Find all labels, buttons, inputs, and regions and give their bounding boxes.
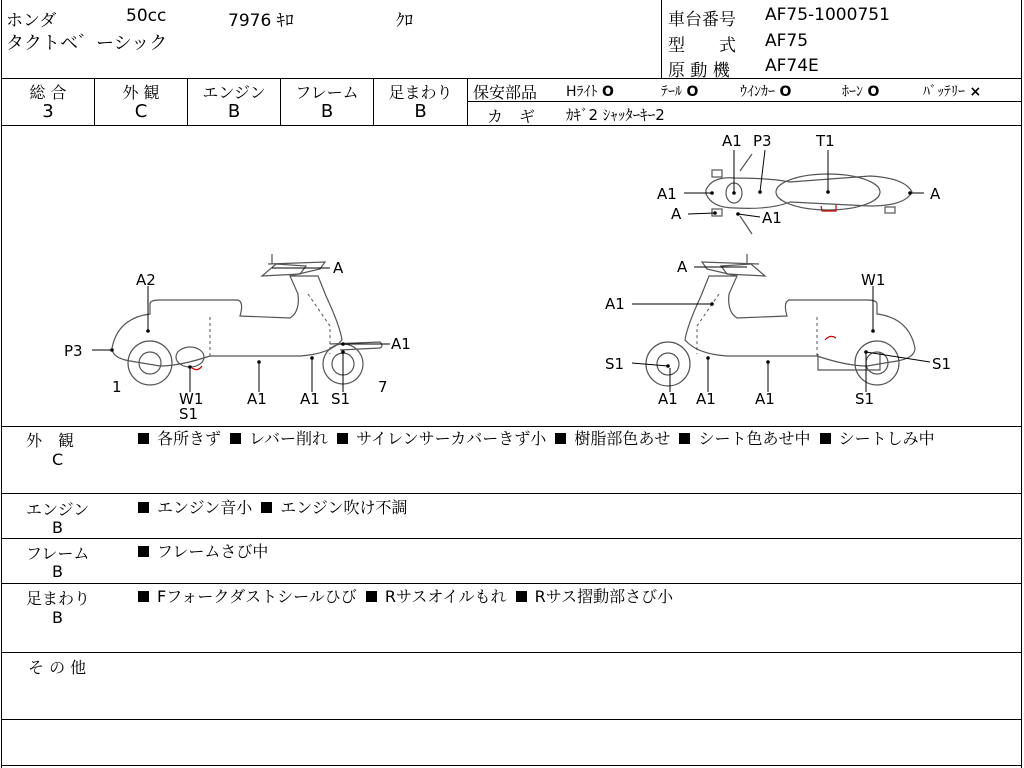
header-divider: [661, 0, 662, 78]
remark-item: Fフォークダストシールひび: [157, 587, 357, 606]
remark-label-engine: エンジン: [26, 500, 90, 519]
bullet-square: [230, 433, 241, 444]
label-s1: S1: [932, 355, 952, 373]
remark-item: シート色あせ中: [698, 429, 811, 448]
label-1: 1: [112, 378, 122, 396]
remarks-line: [1, 538, 1022, 539]
label-a1: A1: [605, 295, 625, 313]
safety-item-winker: [740, 81, 791, 101]
label-a1: A1: [391, 335, 411, 353]
bullet-square: [138, 502, 149, 513]
maker: ホンダ: [6, 11, 57, 31]
top-view-scooter: [706, 154, 912, 234]
bullet-square: [138, 546, 149, 557]
safety-item-taillight: [661, 81, 698, 101]
label-a1: A1: [300, 390, 320, 408]
label-p3: P3: [64, 342, 83, 360]
remark-label-other: そ の 他: [28, 658, 87, 677]
remark-label-frame: フレーム: [26, 544, 90, 563]
label-w1: W1: [861, 271, 886, 289]
bullet-square: [366, 591, 377, 602]
label-s1: S1: [605, 355, 625, 373]
safety-item-headlight: [566, 81, 614, 101]
safety-item-name: ﾃｰﾙ: [661, 84, 682, 100]
remarks-line: [1, 652, 1022, 653]
label-a: A: [671, 205, 682, 223]
safety-item-status: O: [601, 84, 614, 100]
bullet-square: [261, 502, 272, 513]
remark-grade-exterior: C: [52, 450, 64, 469]
right-view-labels: [605, 258, 951, 408]
engine-label: 原 動 機: [668, 61, 730, 81]
label-p3: P3: [753, 132, 772, 150]
label-a1: A1: [722, 132, 742, 150]
model-name: タクトベ゛ーシック: [6, 33, 168, 54]
label-s1: S1: [179, 405, 199, 423]
remark-grade-suspension: B: [52, 608, 63, 627]
label-a: A: [677, 258, 688, 276]
type-label: 型 式: [668, 36, 736, 56]
grade-label-engine: エンジン: [202, 83, 266, 102]
label-a: A: [333, 259, 344, 277]
remark-item: レバー削れ: [249, 429, 328, 448]
remarks-bottom-line: [1, 765, 1022, 766]
remark-label-suspension: 足まわり: [26, 589, 91, 608]
label-w1: W1: [179, 390, 204, 408]
label-a: A: [930, 185, 941, 203]
remarks-line: [1, 493, 1022, 494]
safety-item-status: O: [867, 84, 880, 100]
remark-item: エンジン吹け不調: [280, 498, 408, 517]
label-a2: A2: [136, 271, 156, 289]
label-a1: A1: [247, 390, 267, 408]
engine-value: AF74E: [765, 56, 819, 76]
remark-item: フレームさび中: [157, 542, 269, 561]
grade-top-line: [1, 78, 1022, 79]
grade-value-frame: B: [320, 101, 334, 122]
remark-label-exterior: 外 観: [26, 431, 75, 450]
grade-value-exterior: C: [134, 101, 148, 122]
bullet-square: [138, 433, 149, 444]
grade-label-exterior: 外 観: [122, 83, 160, 102]
safety-item-name: ﾎｰﾝ: [842, 84, 863, 100]
left-view-labels: [64, 259, 411, 423]
grade-label-frame: フレーム: [295, 83, 359, 102]
bullet-square: [679, 433, 690, 444]
remarks-top-line: [1, 426, 1022, 427]
bullet-square: [337, 433, 348, 444]
displacement: 50cc: [126, 6, 167, 26]
remark-item: 各所きず: [157, 429, 222, 448]
remark-grade-engine: B: [52, 518, 63, 537]
remark-grade-frame: B: [52, 562, 63, 581]
bullet-square: [138, 591, 149, 602]
grade-label-suspension: 足まわり: [388, 83, 453, 102]
grade-value-overall: 3: [42, 101, 54, 122]
grade-divider: [467, 78, 468, 125]
safety-item-status: ×: [969, 84, 982, 100]
safety-item-name: ﾊﾞｯﾃﾘｰ: [923, 84, 965, 100]
label-a1: A1: [696, 390, 716, 408]
remark-item: シートしみ中: [838, 429, 935, 448]
safety-item-name: ｳｲﾝｶｰ: [740, 84, 775, 100]
label-a1: A1: [755, 390, 775, 408]
key-label: カ ギ: [487, 107, 536, 126]
remark-item: 樹脂部色あせ: [574, 429, 671, 448]
remark-items-exterior: [134, 428, 1014, 450]
label-a1: A1: [657, 185, 677, 203]
type-value: AF75: [765, 31, 809, 51]
top-view-labels: [657, 132, 941, 227]
color: ｸﾛ: [396, 11, 413, 31]
bullet-square: [555, 433, 566, 444]
safety-item-status: O: [779, 84, 792, 100]
safety-item-horn: [842, 81, 879, 101]
frame-no: AF75-1000751: [765, 5, 890, 25]
mileage: 7976 ｷﾛ: [228, 11, 294, 31]
remark-item: Rサスオイルもれ: [384, 587, 507, 606]
label-t1: T1: [816, 132, 835, 150]
remark-items-suspension: [134, 586, 1014, 608]
label-s1: S1: [855, 390, 875, 408]
remark-item: エンジン音小: [157, 498, 253, 517]
remark-item: Rサス摺動部さび小: [534, 587, 674, 606]
remarks-line: [1, 583, 1022, 584]
grade-label-overall: 総 合: [29, 83, 67, 102]
bullet-square: [516, 591, 527, 602]
safety-item-name: Hﾗｲﾄ: [566, 84, 598, 100]
safety-label: 保安部品: [473, 83, 538, 102]
grade-value-suspension: B: [414, 101, 427, 122]
label-a1: A1: [658, 390, 678, 408]
label-7: 7: [378, 378, 388, 396]
safety-mid-line: [467, 101, 1021, 102]
remark-items-engine: [134, 497, 1014, 519]
scooter-damage-diagram: [0, 126, 1024, 426]
label-a1: A1: [762, 209, 782, 227]
remark-items-frame: [134, 541, 1014, 563]
grade-value-engine: B: [227, 101, 241, 122]
key-text: ｶｷﾞ2 ｼｬｯﾀｰｷｰ2: [566, 106, 665, 124]
remark-item: サイレンサーカバーきず小: [356, 429, 547, 448]
label-s1: S1: [331, 390, 351, 408]
bullet-square: [820, 433, 831, 444]
frame-no-label: 車台番号: [668, 10, 736, 30]
safety-item-battery: [923, 81, 981, 101]
remarks-line: [1, 719, 1022, 720]
safety-item-status: O: [686, 84, 699, 100]
